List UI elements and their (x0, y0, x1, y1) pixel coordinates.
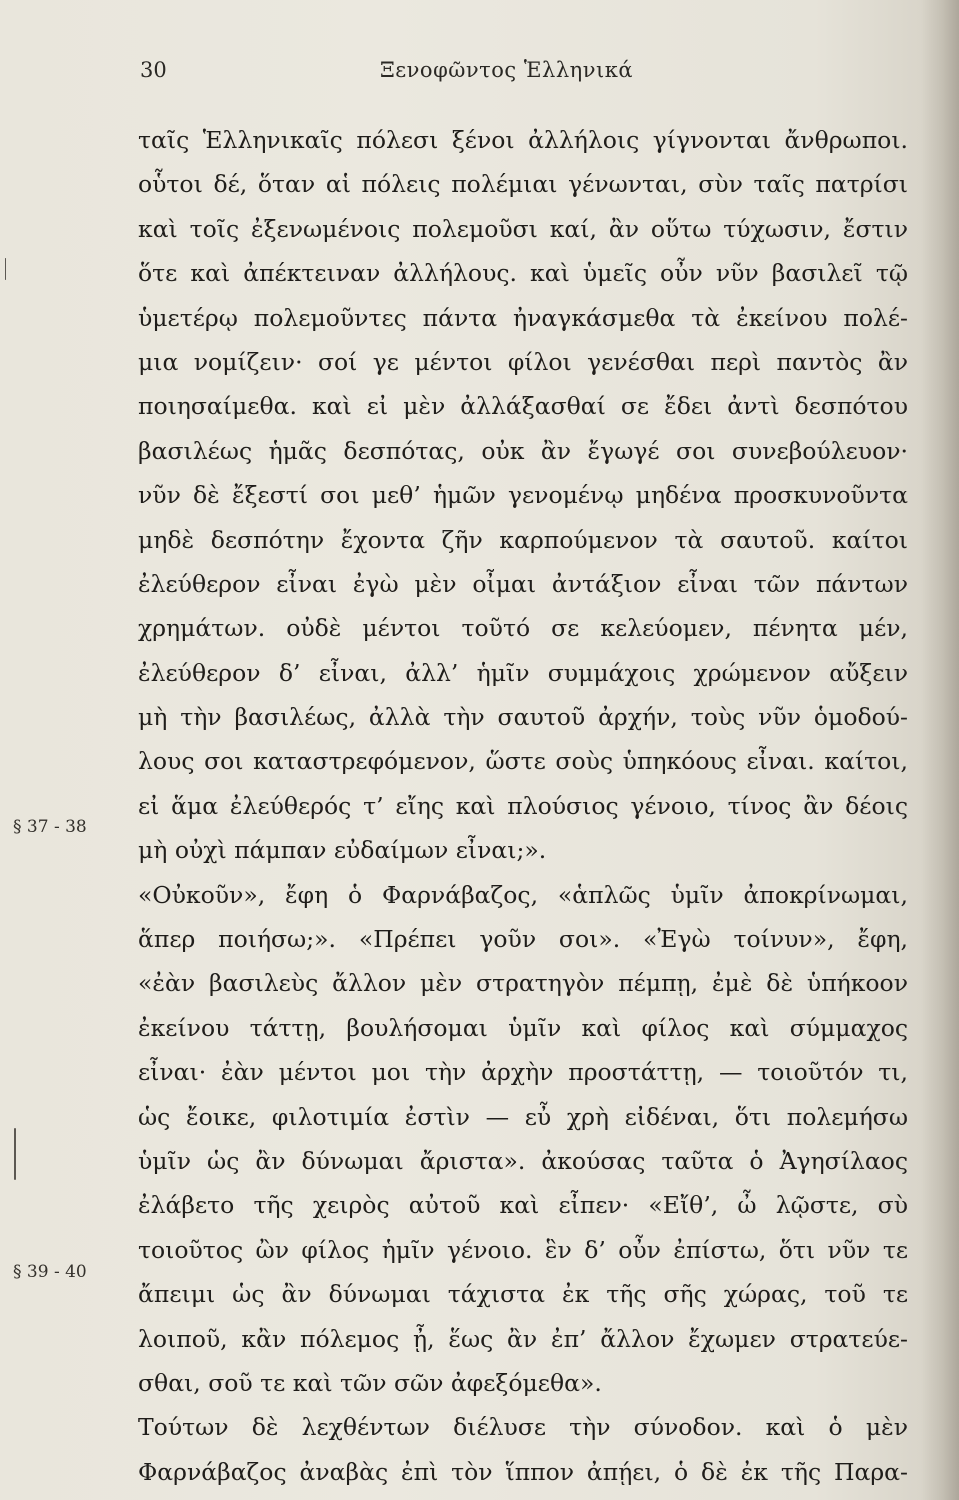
page-number: 30 (140, 58, 167, 82)
text-line: μια νομίζειν· σοί γε μέντοι φίλοι γενέσθαι περὶ παντὸς ἂν (138, 347, 908, 376)
pencil-margin-mark (5, 258, 6, 280)
text-line: ἐλεύθερον δ’ εἶναι, ἀλλ’ ἡμῖν συμμάχοις χρώμενον αὔξειν (138, 658, 908, 687)
text-line: ὅτε καὶ ἀπέκτειναν ἀλλήλους. καὶ ὑμεῖς οὖν νῦν βασιλεῖ τῷ (138, 259, 908, 288)
text-line: ὑμετέρῳ πολεμοῦντες πάντα ἠναγκάσμεθα τὰ ἐκείνου πολέ- (138, 303, 908, 332)
text-line: μὴ οὐχὶ πάμπαν εὐδαίμων εἶναι;». (138, 836, 547, 865)
text-line: χρημάτων. οὐδὲ μέντοι τοῦτό σε κελεύομεν, πένητα μέν, (138, 614, 908, 643)
text-line: Φαρνάβαζος ἀναβὰς ἐπὶ τὸν ἵππον ἀπῄει, ὁ δὲ ἐκ τῆς Παρα- (138, 1457, 908, 1486)
text-line: «ἐὰν βασιλεὺς ἄλλον μὲν στρατηγὸν πέμπῃ, ἐμὲ δὲ ὑπήκοον (138, 969, 908, 998)
text-line: ἐλεύθερον εἶναι ἐγὼ μὲν οἶμαι ἀντάξιον εἶναι τῶν πάντων (138, 569, 908, 598)
text-line: εἶναι· ἐὰν μέντοι μοι τὴν ἀρχὴν προστάττῃ, — τοιοῦτόν τι, (138, 1058, 908, 1087)
text-line: ἅπερ ποιήσω;». «Πρέπει γοῦν σοι». «Ἐγὼ τοίνυν», ἔφη, (138, 925, 908, 954)
text-line: μὴ τὴν βασιλέως, ἀλλὰ τὴν σαυτοῦ ἀρχήν, τοὺς νῦν ὁμοδού- (138, 703, 908, 732)
text-line: λοιποῦ, κἂν πόλεμος ᾖ, ἕως ἂν ἐπ’ ἄλλον ἔχωμεν στρατεύε- (138, 1324, 908, 1353)
text-line: ἄπειμι ὡς ἂν δύνωμαι τάχιστα ἐκ τῆς σῆς χώρας, τοῦ τε (138, 1280, 908, 1309)
margin-note-section-39-40: § 39 - 40 (13, 1262, 87, 1282)
text-line: καὶ τοῖς ἐξενωμένοις πολεμοῦσι καί, ἂν οὕτω τύχωσιν, ἔστιν (138, 214, 908, 243)
text-line: μηδὲ δεσπότην ἔχοντα ζῆν καρπούμενον τὰ σαυτοῦ. καίτοι (138, 525, 908, 554)
body-text (138, 118, 908, 1494)
text-line: ὑμῖν ὡς ἂν δύνωμαι ἄριστα». ἀκούσας ταῦτα ὁ Ἀγησίλαος (138, 1146, 908, 1175)
running-title: Ξενοφῶντος Ἑλληνικά (380, 58, 634, 82)
text-line: Τούτων δὲ λεχθέντων διέλυσε τὴν σύνοδον. καὶ ὁ μὲν (138, 1413, 908, 1442)
text-line: οὗτοι δέ, ὅταν αἱ πόλεις πολέμιαι γένωνται, σὺν ταῖς πατρίσι (138, 170, 908, 199)
page-header (0, 58, 959, 94)
text-line: λους σοι καταστρεφόμενον, ὥστε σοὺς ὑπηκόους εἶναι. καίτοι, (138, 747, 908, 776)
text-line: εἰ ἅμα ἐλεύθερός τ’ εἴης καὶ πλούσιος γένοιο, τίνος ἂν δέοις (138, 791, 908, 820)
margin-note-section-37-38: § 37 - 38 (13, 817, 87, 837)
text-line: νῦν δὲ ἔξεστί σοι μεθ’ ἡμῶν γενομένῳ μηδένα προσκυνοῦντα (138, 481, 908, 510)
text-line: τοιοῦτος ὢν φίλος ἡμῖν γένοιο. ἓν δ’ οὖν ἐπίστω, ὅτι νῦν τε (138, 1235, 908, 1264)
text-line: «Οὐκοῦν», ἔφη ὁ Φαρνάβαζος, «ἁπλῶς ὑμῖν ἀποκρίνωμαι, (138, 880, 908, 909)
text-line: ταῖς Ἑλληνικαῖς πόλεσι ξένοι ἀλλήλοις γίγνονται ἄνθρωποι. (138, 126, 908, 154)
text-line: ἐκείνου τάττῃ, βουλήσομαι ὑμῖν καὶ φίλος καὶ σύμμαχος (138, 1013, 908, 1042)
text-line: ὡς ἔοικε, φιλοτιμία ἐστὶν — εὖ χρὴ εἰδέναι, ὅτι πολεμήσω (138, 1102, 908, 1131)
page-gutter-shadow (921, 0, 959, 1500)
text-line: σθαι, σοῦ τε καὶ τῶν σῶν ἀφεξόμεθα». (138, 1368, 602, 1397)
pencil-margin-mark (14, 1128, 16, 1180)
text-line: βασιλέως ἡμᾶς δεσπότας, οὐκ ἂν ἔγωγέ σοι συνεβούλευον· (138, 436, 908, 465)
text-line: ἐλάβετο τῆς χειρὸς αὐτοῦ καὶ εἶπεν· «Εἴθ’, ὦ λῷστε, σὺ (138, 1191, 908, 1220)
text-line: ποιησαίμεθα. καὶ εἰ μὲν ἀλλάξασθαί σε ἔδει ἀντὶ δεσπότου (138, 392, 908, 421)
